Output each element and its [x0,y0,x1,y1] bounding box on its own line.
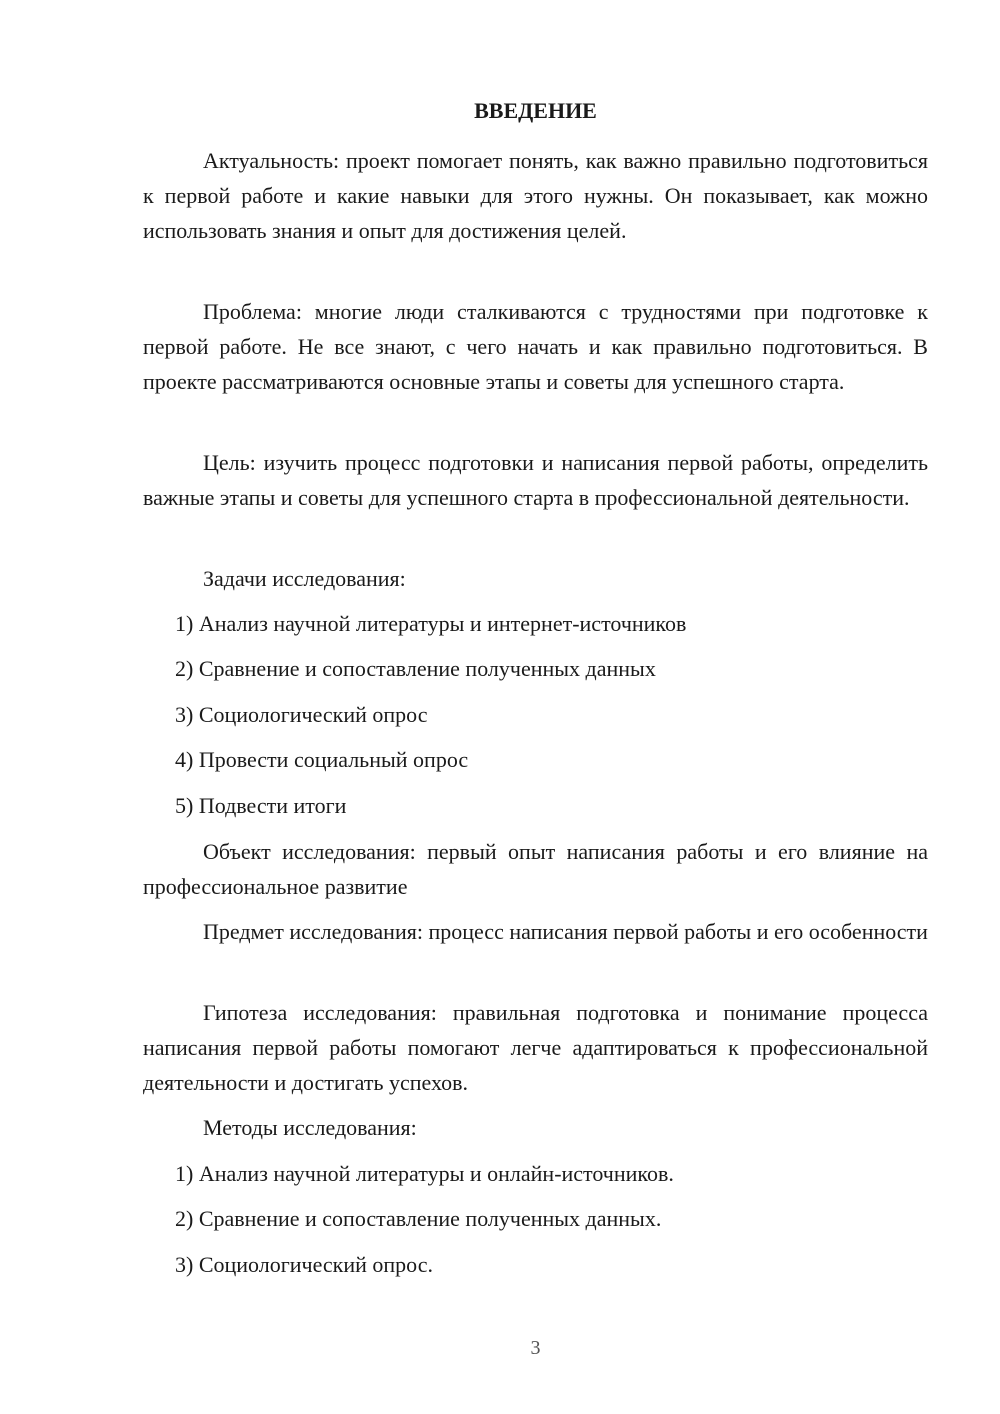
relevance-paragraph: Актуальность: проект помогает понять, как важно правильно подготовиться к первой работе и какие навыки для этого нужны. Он показывает, как можно использовать знания и опыт для достижения целей. [143,148,928,243]
subject-paragraph: Предмет исследования: процесс написания первой работы и его особенности [203,919,928,944]
method-item: 2) Сравнение и сопоставление полученных данных. [175,1206,662,1231]
task-item: 5) Подвести итоги [175,793,347,818]
method-item: 1) Анализ научной литературы и онлайн-источников. [175,1161,674,1186]
page-number: 3 [530,1337,541,1359]
object-paragraph: Объект исследования: первый опыт написания работы и его влияние на профессиональное развитие [143,839,928,899]
task-item: 2) Сравнение и сопоставление полученных данных [175,656,656,681]
page-title: ВВЕДЕНИЕ [474,98,597,123]
problem-paragraph: Проблема: многие люди сталкиваются с трудностями при подготовке к первой работе. Не все знают, с чего начать и как правильно подготовиться. В проекте рассматриваются основные этапы и советы для успешного старта. [143,299,928,394]
method-item: 3) Социологический опрос. [175,1252,433,1277]
methods-heading: Методы исследования: [203,1115,417,1140]
tasks-heading: Задачи исследования: [203,566,406,591]
task-item: 1) Анализ научной литературы и интернет-источников [175,611,687,636]
goal-paragraph: Цель: изучить процесс подготовки и написания первой работы, определить важные этапы и советы для успешного старта в профессиональной деятельности. [143,450,928,510]
hypothesis-paragraph: Гипотеза исследования: правильная подготовка и понимание процесса написания первой работы помогают легче адаптироваться к профессиональной деятельности и достигать успехов. [143,1000,928,1095]
task-item: 3) Социологический опрос [175,702,428,727]
document-page [143,0,928,1414]
task-item: 4) Провести социальный опрос [175,747,469,772]
